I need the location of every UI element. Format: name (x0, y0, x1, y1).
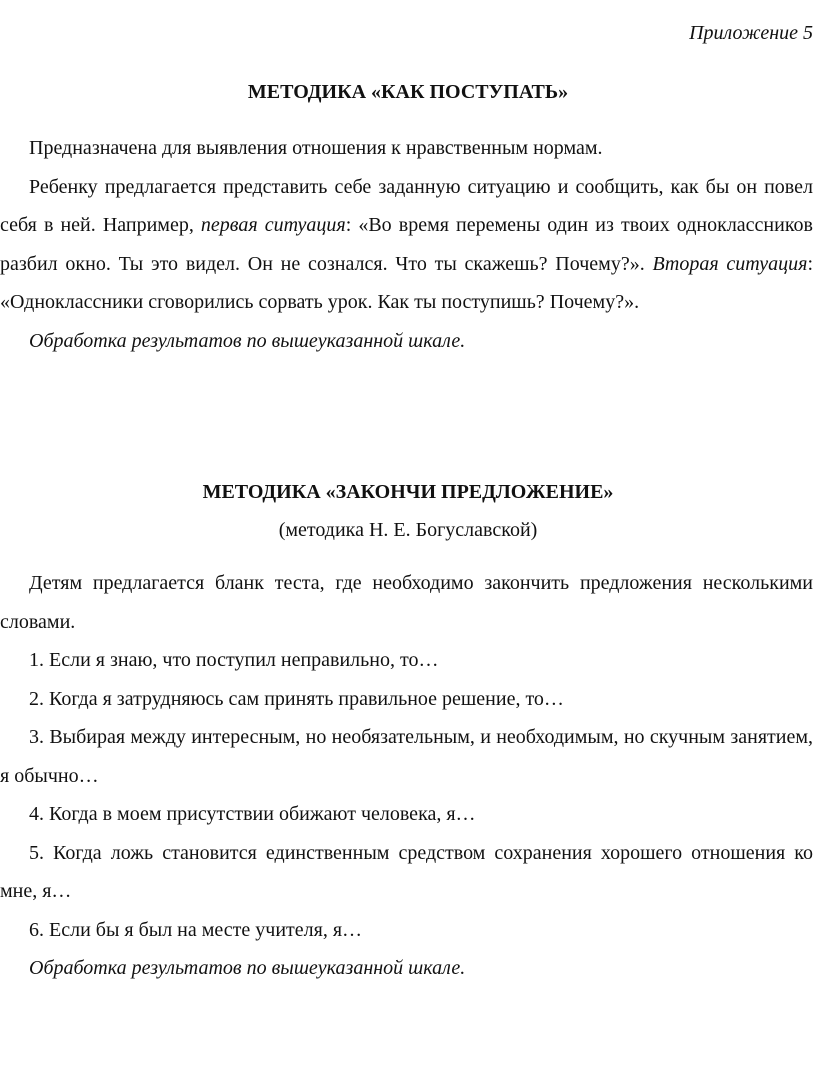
processing-note: Обработка результатов по вышеуказанной шкале. (29, 329, 466, 352)
instructions-text-2: : «Во время перемены один из твоих одноклассников разбил окно. Ты это видел. Он не сознался. Что ты скажешь? Почему?». (0, 214, 813, 275)
second-situation-label: Вторая ситуация (652, 252, 808, 275)
instructions-text-3: : «Одноклассники сговорились сорвать урок. Как ты поступишь? Почему?». (0, 252, 813, 313)
section-title-how-to-act: МЕТОДИКА «КАК ПОСТУПАТЬ» (247, 81, 569, 103)
list-item: 3. Выбирая между интересным, но необязательным, и необходимым, но скучным занятием, я обычно… (0, 726, 813, 787)
list-item: 2. Когда я затрудняюсь сам принять правильное решение, то… (29, 687, 564, 710)
section-finish-sentence-body (0, 564, 813, 988)
list-item: 1. Если я знаю, что поступил неправильно, то… (29, 649, 439, 671)
instructions-paragraph (0, 168, 813, 322)
list-item: 4. Когда в моем присутствии обижают человека, я… (29, 803, 476, 825)
appendix-label: Приложение 5 (689, 22, 813, 44)
purpose-paragraph: Предназначена для выявления отношения к нравственным нормам. (29, 137, 603, 159)
list-item: 5. Когда ложь становится единственным средством сохранения хорошего отношения ко мне, я… (0, 841, 813, 902)
instructions-text-1: Ребенку предлагается представить себе заданную ситуацию и сообщить, как бы он повел себя в ней. Например, (0, 175, 813, 236)
section-title-finish-sentence: МЕТОДИКА «ЗАКОНЧИ ПРЕДЛОЖЕНИЕ» (202, 481, 614, 503)
processing-note: Обработка результатов по вышеуказанной шкале. (29, 957, 466, 979)
section-subtitle-author: (методика Н. Е. Богуславской) (278, 519, 538, 541)
list-item: 6. Если бы я был на месте учителя, я… (29, 918, 363, 941)
intro-paragraph: Детям предлагается бланк теста, где необходимо закончить предложения несколькими словами. (0, 572, 813, 633)
section-how-to-act-body (0, 129, 813, 360)
first-situation-label: первая ситуация (200, 214, 346, 236)
